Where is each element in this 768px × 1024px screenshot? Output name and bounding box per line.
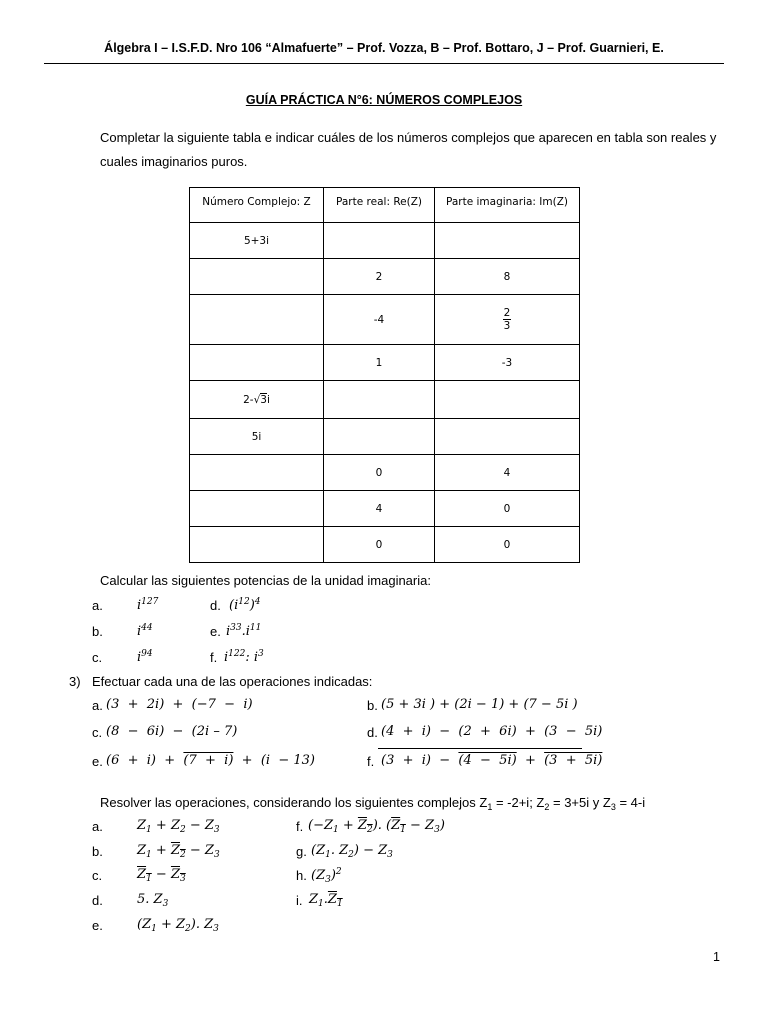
- document-header: Álgebra I – I.S.F.D. Nro 106 “Almafuerte” – Prof. Vozza, B – Prof. Bottaro, J – Prof. Guarnieri, E.: [104, 41, 664, 55]
- section-number: 3): [69, 674, 81, 689]
- power-expr: $(i^{12})^4$: [229, 597, 261, 613]
- resolve-expr-i: $Z_1.Z_1$: [309, 892, 343, 909]
- resolve-expr-d: 5. $Z_3$: [137, 892, 169, 909]
- table-cell: 2: [324, 259, 435, 295]
- item-label: i.: [296, 893, 303, 908]
- overline-long: [378, 748, 582, 749]
- table-cell: 0: [324, 527, 435, 563]
- table-cell: [190, 345, 324, 381]
- resolve-expr-e: $(Z_1 + Z_2)$. $Z_3$: [137, 917, 219, 934]
- item-label: b.: [92, 844, 103, 859]
- op-label: f.: [367, 754, 375, 769]
- op-label: d.: [367, 725, 378, 740]
- resolve-expr-b: $Z_1 + Z_2 - Z_3$: [137, 843, 220, 860]
- power-expr: $i^{94}$: [137, 649, 153, 665]
- page-title: GUÍA PRÁCTICA N°6: NÚMEROS COMPLEJOS: [245, 93, 523, 107]
- sqrt-radicand: 3: [260, 393, 267, 406]
- table-cell-fraction: [435, 295, 580, 345]
- page-number: 1: [713, 950, 720, 964]
- resolve-expr-g: ($Z_1$. $Z_2) - Z_3$: [311, 843, 393, 860]
- op-expr-b: (5 + 3i ) + (2i − 1) + (7 − 5i ): [381, 697, 578, 712]
- item-label: f.: [210, 650, 218, 665]
- table-cell: [435, 381, 580, 419]
- intro-line-1: Completar la siguiente tabla e indicar cuáles de los números complejos que aparecen en tabla son reales y: [100, 130, 717, 145]
- op-expr-f: (3 + i) − (4 − 5i) + (3 + 5i): [381, 753, 603, 768]
- operations-intro: Efectuar cada una de las operaciones indicadas:: [92, 674, 373, 689]
- table-row: [190, 455, 580, 491]
- power-expr: $i^{127}$: [137, 597, 159, 613]
- op-label: b.: [367, 698, 378, 713]
- table-cell: [190, 259, 324, 295]
- table-cell: -4: [324, 295, 435, 345]
- table-cell: -3: [435, 345, 580, 381]
- table-cell: 0: [324, 455, 435, 491]
- table-cell: [435, 419, 580, 455]
- item-label: a.: [92, 598, 103, 613]
- table-row: [190, 345, 580, 381]
- table-row: [190, 223, 580, 259]
- op-expr-d: (4 + i) − (2 + 6i) + (3 − 5i): [381, 724, 603, 739]
- table-row: [190, 295, 580, 345]
- op-label: e.: [92, 754, 103, 769]
- resolve-expr-c: $Z_1 - Z_3$: [137, 867, 186, 884]
- item-label: e.: [92, 918, 103, 933]
- table-cell-sqrt: [190, 381, 324, 419]
- table-header-cell: Parte real: Re(Z): [324, 188, 435, 223]
- table-cell: [190, 527, 324, 563]
- resolve-expr-h: $(Z_3)^2$: [311, 867, 342, 885]
- table-cell: 4: [324, 491, 435, 527]
- op-label: c.: [92, 725, 103, 740]
- op-expr-a: (3 + 2i) + (−7 − i): [106, 697, 253, 712]
- op-expr-e: (6 + i) + (7 + i) + (i − 13): [106, 753, 315, 768]
- resolve-expr-f: $(-Z_1 + Z_2)$. $(Z_1 - Z_3)$: [308, 818, 445, 835]
- table-cell: [190, 491, 324, 527]
- powers-intro: Calcular las siguientes potencias de la unidad imaginaria:: [100, 573, 431, 588]
- table-header-cell: Parte imaginaria: Im(Z): [435, 188, 580, 223]
- power-expr: $i^{44}$: [137, 623, 153, 639]
- resolve-expr-a: $Z_1 + Z_2 - Z_3$: [137, 818, 220, 835]
- intro-line-2: cuales imaginarios puros.: [100, 154, 248, 169]
- table-cell: 5i: [190, 419, 324, 455]
- item-label: e.: [210, 624, 221, 639]
- item-label: d.: [210, 598, 221, 613]
- table-cell: [324, 419, 435, 455]
- fraction-numerator: 2: [503, 307, 511, 319]
- item-label: a.: [92, 819, 103, 834]
- power-expr: $i^{33}.i^{11}$: [226, 623, 262, 639]
- table-header-cell: Número Complejo: Z: [190, 188, 324, 223]
- item-label: b.: [92, 624, 103, 639]
- item-label: f.: [296, 819, 304, 834]
- resolve-intro: Resolver las operaciones, considerando los siguientes complejos $Z_1 = -2+i$; $Z_2 = 3+5i$ y $Z_3 = 4-i$: [100, 795, 646, 812]
- item-label: c.: [92, 868, 103, 883]
- fraction-denominator: 3: [503, 320, 511, 332]
- table-cell: 4: [435, 455, 580, 491]
- sqrt-prefix: 2-: [243, 393, 254, 406]
- table-row: [190, 381, 580, 419]
- item-label: c.: [92, 650, 103, 665]
- item-label: g.: [296, 844, 307, 859]
- header-rule: [44, 63, 724, 64]
- op-label: a.: [92, 698, 103, 713]
- item-label: d.: [92, 893, 103, 908]
- table-cell: 8: [435, 259, 580, 295]
- item-label: h.: [296, 868, 307, 883]
- table-cell: [190, 455, 324, 491]
- table-row: [190, 491, 580, 527]
- table-cell: [190, 295, 324, 345]
- table-cell: [324, 381, 435, 419]
- table-cell: 0: [435, 491, 580, 527]
- table-cell: 0: [435, 527, 580, 563]
- op-expr-c: (8 − 6i) − (2i – 7): [106, 724, 238, 739]
- power-expr: $i^{122}$: $i^3$: [224, 649, 264, 665]
- table-cell: [435, 223, 580, 259]
- table-cell: [324, 223, 435, 259]
- table-row: [190, 527, 580, 563]
- sqrt-suffix: i: [266, 393, 270, 406]
- complex-table: [189, 187, 580, 563]
- table-row: [190, 419, 580, 455]
- table-row: [190, 259, 580, 295]
- table-cell: 1: [324, 345, 435, 381]
- table-cell: 5+3i: [190, 223, 324, 259]
- fraction: [503, 307, 511, 332]
- sqrt-icon: √: [253, 393, 261, 406]
